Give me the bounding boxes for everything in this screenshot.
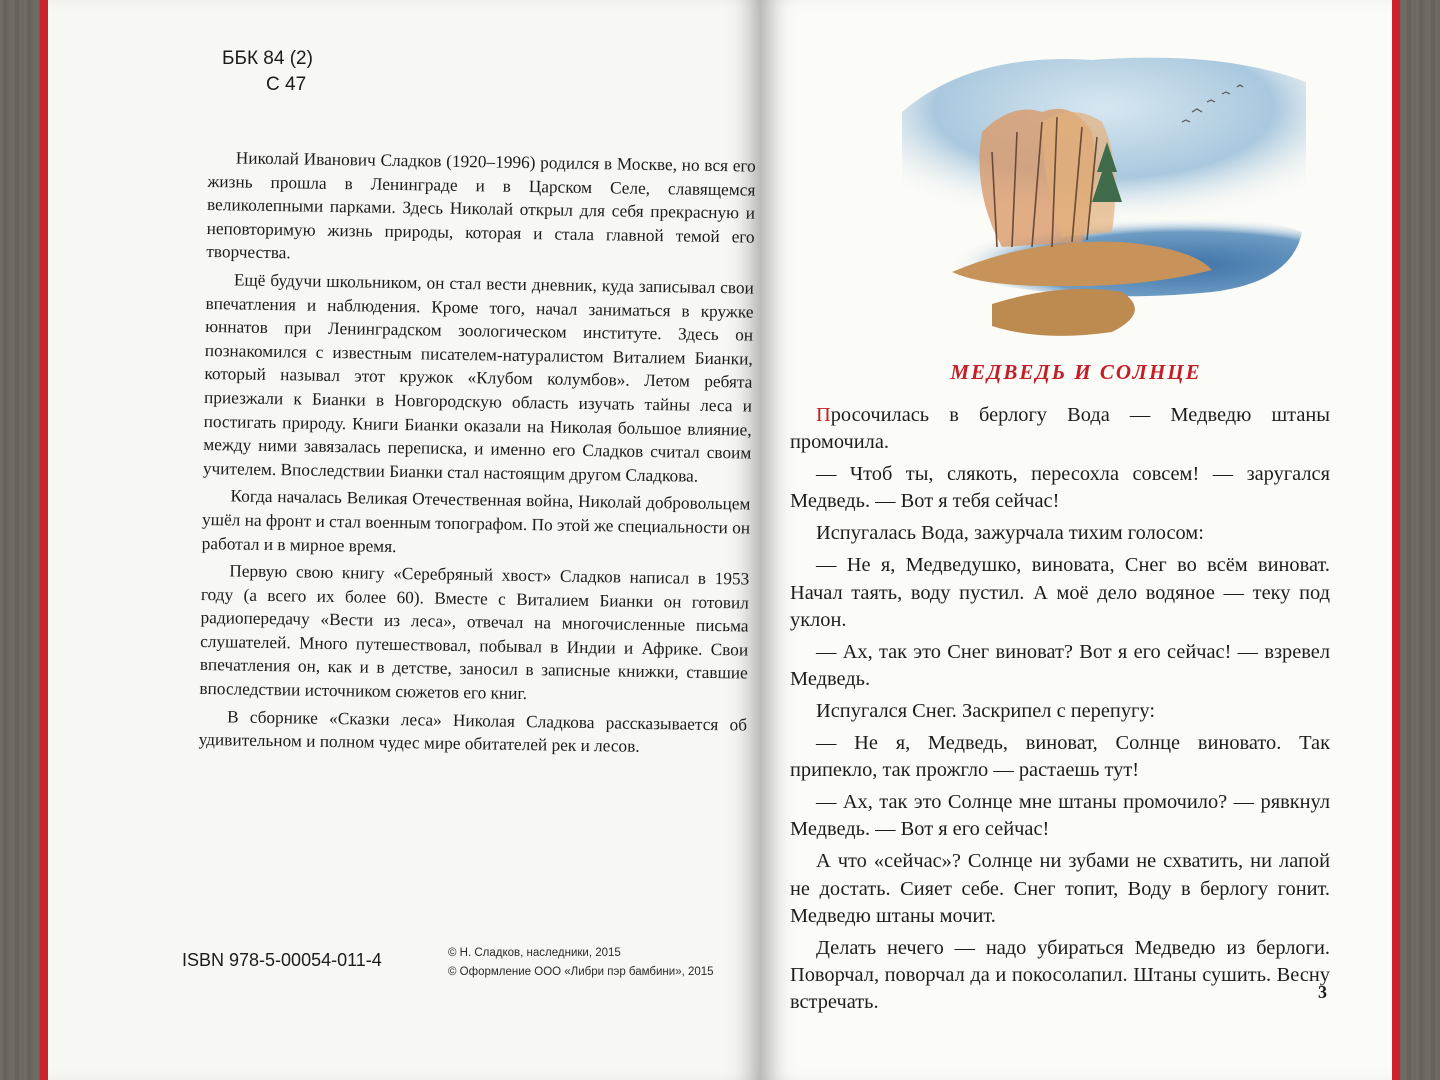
bbk-code xyxy=(222,46,313,98)
story-paragraph: — Ах, так это Солнце мне штаны промочило? — рявкнул Медведь. — Вот я его сейчас! xyxy=(790,791,1330,841)
copyright-line-2: © Оформление ООО «Либри пэр бамбини», 2015 xyxy=(448,966,714,978)
story-paragraph: — Не я, Медведушко, виновата, Снег во всём виноват. Начал таять, воду пустил. А моё дело водяное — теку под уклон. xyxy=(790,554,1330,631)
story-paragraph: — Ах, так это Снег виноват? Вот я его сейчас! — взревел Медведь. xyxy=(790,640,1330,690)
story-paragraph: А что «сейчас»? Солнце ни зубами не схватить, ни лапой не достать. Сияет себе. Снег топит, Воду в берлогу гонит. Медведю штаны мочит. xyxy=(790,850,1330,927)
isbn: ISBN 978-5-00054-011-4 xyxy=(182,950,382,970)
watercolor-illustration xyxy=(892,42,1316,346)
bio-paragraph: Николай Иванович Сладков (1920–1996) родился в Москве, но вся его жизнь прошла в Ленинграде и в Царском Селе, славящемся великолепными парками. Здесь Николай открыл для себя прекрасную и неповторимую жизнь природы, которая и стала главной темой его творчества. xyxy=(206,148,756,263)
story-paragraph: — Не я, Медведь, виноват, Солнце виновато. Так припекло, так прожгло — растаешь тут! xyxy=(790,732,1330,782)
copyright-block xyxy=(448,944,714,982)
first-letter: П xyxy=(816,404,831,426)
author-biography xyxy=(198,146,756,764)
page-number: 3 xyxy=(1318,982,1327,1002)
copyright-line-1: © Н. Сладков, наследники, 2015 xyxy=(448,947,621,959)
bio-paragraph: В сборнике «Сказки леса» Николая Сладкова рассказывается об удивительном и полном чудес мире обитателей рек и лесов. xyxy=(198,707,748,757)
bbk-line-1: ББК 84 (2) xyxy=(222,48,313,69)
story-text xyxy=(790,402,1330,1021)
story-paragraph: Испугался Снег. Заскрипел с перепугу: xyxy=(816,699,1155,722)
bio-paragraph: Ещё будучи школьником, он стал вести дневник, куда записывал свои впечатления и наблюдения. Кроме того, начал заниматься в кружке юннатов при Ленинградском зоологическом институте. Здесь он познакомился с известным писателем-натуралистом Виталием Бианки, который называл этот кружок «Клубом колумбов». Летом ребята приезжали к Бианки в Новгородскую область изучать тайны леса и постигать природу. Книги Бианки оказали на Николая большое влияние, между ними завязалась переписка, и именно его Сладков считал своим учителем. Впоследствии Бианки стал настоящим другом Сладкова. xyxy=(202,270,754,486)
story-paragraph: Делать нечего — надо убираться Медведю из берлоги. Поворчал, поворчал да и покосолапил. Штаны сушить. Весну встречать. xyxy=(790,936,1330,1013)
story-title: МЕДВЕДЬ И СОЛНЦЕ xyxy=(950,360,1202,384)
story-paragraph: — Чтоб ты, слякоть, пересохла совсем! — заругался Медведь. — Вот я тебя сейчас! xyxy=(790,463,1330,513)
bio-paragraph: Когда началась Великая Отечественная война, Николай добровольцем ушёл на фронт и стал военным топографом. По этой же специальности он работал и в мирное время. xyxy=(201,486,751,556)
first-paragraph-text: росочилась в берлогу Вода — Медведю штаны промочила. xyxy=(790,404,1330,454)
story-paragraph: Испугалась Вода, зажурчала тихим голосом: xyxy=(816,522,1204,545)
bio-paragraph: Первую свою книгу «Серебряный хвост» Сладков написал в 1953 году (а всего их более 60). Вместе с Виталием Бианки он готовил радиопередачу «Вести из леса», отвечал на многочисленные письма слушателей. Много путешествовал, побывал в Индии и Африке. Свои впечатления он, как и в детстве, заносил в записные книжки, ставшие впоследствии источником сюжетов его книг. xyxy=(199,561,750,704)
story-paragraph-first xyxy=(790,402,1330,456)
bbk-line-2: С 47 xyxy=(266,74,307,95)
